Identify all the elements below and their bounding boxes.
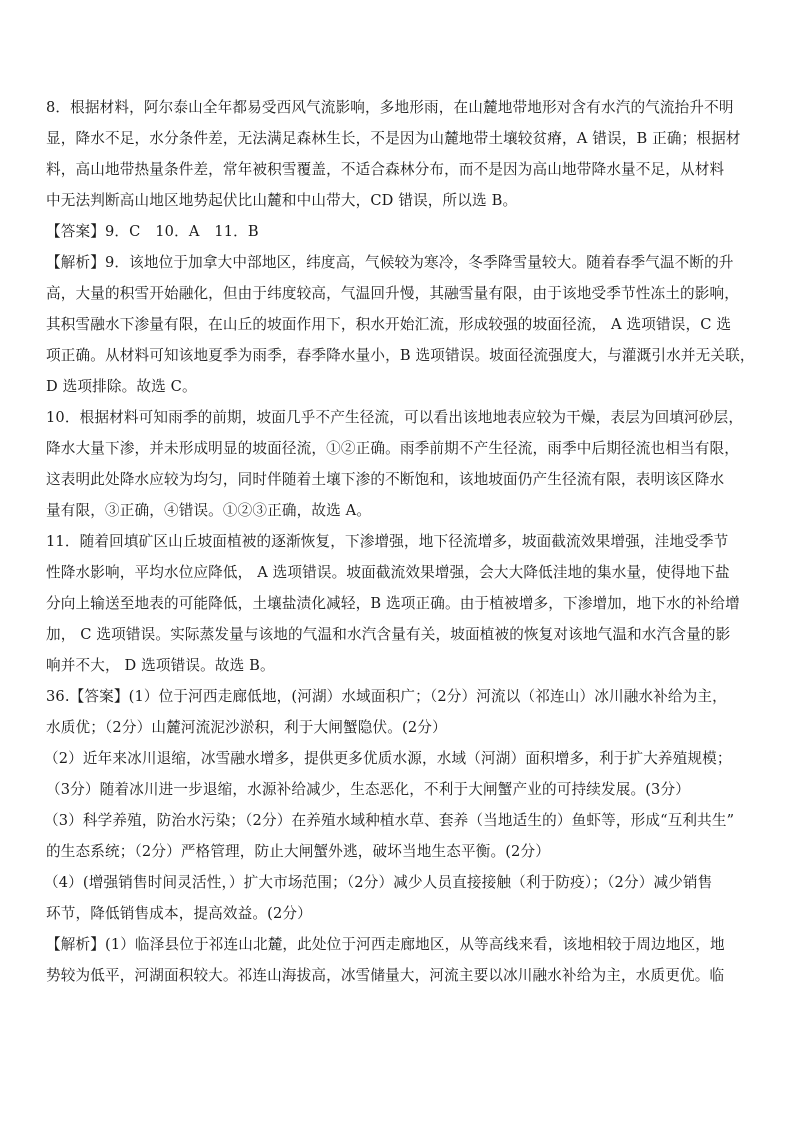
- text-line: 其积雪融水下渗量有限，在山丘的坡面作用下，积水开始汇流，形成较强的坡面径流， A 选项错误，C 选: [46, 316, 732, 333]
- text-line: 11．随着回填矿区山丘坡面植被的逐渐恢复，下渗增强，地下径流增多，坡面截流效果增强，洼地受季节: [46, 533, 729, 550]
- paragraph-q36-answer-3: [46, 805, 752, 867]
- text-line: 【答案】9．C 10．A 11．B: [46, 223, 259, 240]
- text-line: 【解析】(1）临泽县位于祁连山北麓，此处位于河西走廊地区，从等高线来看，该地相较于周边地区，地: [46, 936, 725, 953]
- text-line: 分向上输送至地表的可能降低，土壤盐渍化减轻，B 选项正确。由于植被增多，下渗增加，地下水的补给增: [46, 595, 740, 612]
- text-line: 量有限，③正确，④错误。①②③正确，故选 A。: [46, 502, 372, 519]
- text-line: （3）科学养殖，防治水污染；（2分）在养殖水域种植水草、套养（当地适生的）鱼虾等，形成“互利共生”: [44, 812, 735, 829]
- paragraph-q8-analysis: [46, 92, 752, 216]
- paragraph-q36-analysis-1: [46, 929, 752, 991]
- text-line: 显，降水不足，水分条件差，无法满足森林生长，不是因为山麓地带土壤较贫瘠，A 错误，B 正确；根据材: [46, 130, 741, 147]
- paragraph-q36-answer-1: [46, 681, 752, 743]
- text-line: （3分）随着冰川进一步退缩，水源补给减少，生态恶化，不利于大闸蟹产业的可持续发展。(3分）: [46, 781, 690, 798]
- text-line: 【解析】9．该地位于加拿大中部地区，纬度高，气候较为寒冷，冬季降雪量较大。随着春季气温不断的升: [46, 254, 734, 271]
- paragraph-q10-analysis: [46, 402, 752, 526]
- text-line: 这表明此处降水应较为均匀，同时伴随着土壤下渗的不断饱和，该地坡面仍产生径流有限，表明该区降水: [46, 471, 725, 488]
- text-line: 响并不大， D 选项错误。故选 B。: [46, 657, 275, 674]
- text-line: 中无法判断高山地区地势起伏比山麓和中山带大，CD 错误，所以选 B。: [46, 192, 518, 209]
- text-line: 势较为低平，河湖面积较大。祁连山海拔高，冰雪储量大，河流主要以冰川融水补给为主，水质更优。临: [46, 967, 725, 984]
- paragraph-answer-9-11: [46, 216, 752, 247]
- text-line: （2）近年来冰川退缩，冰雪融水增多，提供更多优质水源，水域（河湖）面积增多，利于扩大养殖规模；: [44, 750, 732, 767]
- text-line: D 选项排除。故选 C。: [46, 378, 197, 395]
- text-line: 加， C 选项错误。实际蒸发量与该地的气温和水汽含量有关，坡面植被的恢复对该地气温和水汽含量的影: [46, 626, 731, 643]
- text-line: 性降水影响，平均水位应降低， A 选项错误。坡面截流效果增强，会大大降低洼地的集水量，使得地下盐: [46, 564, 730, 581]
- text-line: 水质优；（2分）山麓河流泥沙淤积，利于大闸蟹隐伏。(2分）: [46, 719, 447, 736]
- text-line: 10．根据材料可知雨季的前期，坡面几乎不产生径流，可以看出该地地表应较为干燥，表层为回填河砂层，: [46, 409, 744, 426]
- text-line: 的生态系统；（2分）严格管理，防止大闸蟹外逃，破坏当地生态平衡。(2分）: [46, 843, 550, 860]
- text-line: 36.【答案】(1）位于河西走廊低地，(河湖）水域面积广；（2分）河流以（祁连山）冰川融水补给为主，: [46, 688, 727, 705]
- paragraph-q9-analysis: [46, 247, 755, 402]
- paragraph-q11-analysis: [46, 526, 752, 681]
- paragraph-q36-answer-4: [46, 867, 752, 929]
- paragraph-q36-answer-2: [46, 743, 752, 805]
- text-line: 料，高山地带热量条件差，常年被积雪覆盖，不适合森林分布，而不是因为高山地带降水量不足，从材料: [46, 161, 725, 178]
- text-line: （4）(增强销售时间灵活性，）扩大市场范围；（2分）减少人员直接接触（利于防疫）；（2分）减少销售: [44, 874, 713, 891]
- document-body: [44, 92, 755, 991]
- text-line: 8．根据材料，阿尔泰山全年都易受西风气流影响，多地形雨，在山麓地带地形对含有水汽的气流抬升不明: [46, 99, 734, 116]
- text-line: 项正确。从材料可知该地夏季为雨季，春季降水量小，B 选项错误。坡面径流强度大，与灌溉引水并无关联，: [46, 347, 755, 364]
- text-line: 高，大量的积雪开始融化，但由于纬度较高，气温回升慢，其融雪量有限，由于该地受季节性冻土的影响，: [46, 285, 739, 302]
- text-line: 环节，降低销售成本，提高效益。(2分）: [46, 905, 312, 922]
- text-line: 降水大量下渗，并未形成明显的坡面径流，①②正确。雨季前期不产生径流，雨季中后期径流也相当有限，: [46, 440, 739, 457]
